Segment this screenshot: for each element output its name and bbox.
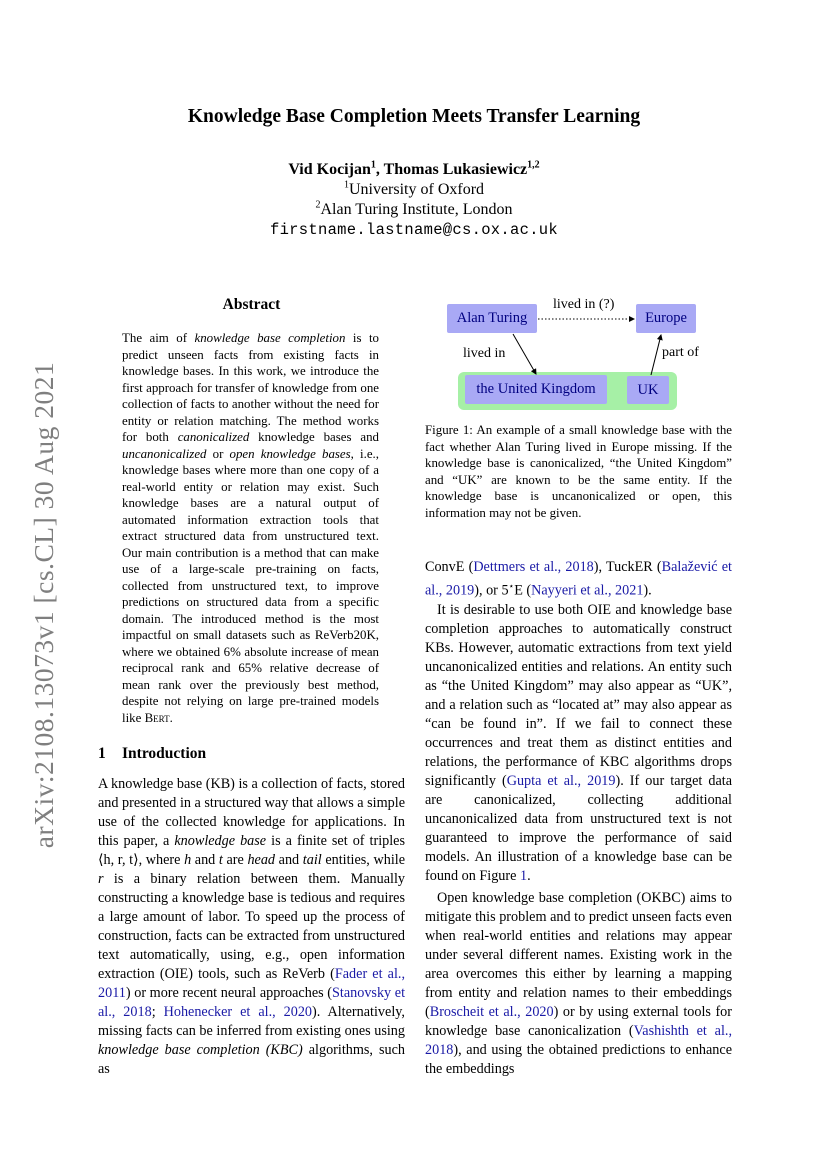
arxiv-id: arXiv:2108.13073v1 [cs.CL] 30 Aug 2021: [28, 361, 59, 849]
author-1-affil: 1: [370, 159, 376, 171]
body-text: It is desirable to use both OIE and knowledge base completion approaches to automatically construct KBs. However, automatic extractions from text yield uncanonicalized entities and relations. An entity such as “the United Kingdom” may also appear as “UK”, and a relation such as “located at” may also appear as “can be found in”. If we fail to connect these occurrences and treat them as distinct entities and relations, the performance of KBC algorithms drops significantly (: [425, 601, 732, 789]
body-text: .: [527, 867, 531, 884]
abstract-emphasis: canonicalized: [177, 430, 250, 444]
body-text: and: [191, 852, 219, 868]
paper-title: Knowledge Base Completion Meets Transfer Learning: [187, 106, 641, 127]
body-emphasis: knowledge base completion (KBC): [98, 1042, 303, 1058]
abstract-emphasis: uncanonicalized: [122, 446, 207, 461]
author-1: Vid Kocijan: [288, 161, 371, 178]
citation-link[interactable]: Hohenecker et al., 2020: [163, 1004, 313, 1020]
math-t: t: [218, 852, 223, 868]
abstract-text: or: [206, 446, 230, 461]
abstract-heading: Abstract: [222, 296, 281, 313]
affiliation-1-text: University of Oxford: [348, 181, 485, 198]
author-block: [0, 160, 828, 240]
body-text: E (: [514, 582, 532, 599]
body-text: entities, while: [321, 852, 405, 868]
body-emphasis: tail: [302, 852, 322, 868]
citation-link[interactable]: Vashishth et al., 2018: [425, 1022, 732, 1058]
star-superscript: ⋆: [508, 581, 515, 591]
body-text: are: [222, 852, 248, 868]
paragraph-continuation: [425, 558, 732, 601]
arxiv-watermark: [20, 360, 68, 850]
node-the-united-kingdom: the United Kingdom: [465, 375, 607, 404]
figure-reference-link[interactable]: 1: [519, 867, 528, 884]
body-text: ) or more recent neural approaches (: [125, 985, 333, 1001]
edge-lived-in: [513, 334, 536, 374]
abstract-text: knowledge bases and: [249, 430, 379, 444]
body-text: ), and using the obtained predictions to enhance the embeddings: [425, 1041, 732, 1077]
label-part-of: part of: [662, 345, 699, 360]
body-text: ;: [151, 1004, 164, 1020]
right-column-body: [425, 558, 732, 1079]
figure-1-caption: Figure 1: An example of a small knowledge base with the fact whether Alan Turing lived in Europe missing. If the knowledge base is canonicalized, “the United Kingdom” and “UK” are known to be the same entity. If the knowledge base is uncanonicalized or open, this information may not be given.: [425, 423, 732, 520]
abstract-text: The aim of: [122, 331, 195, 345]
body-emphasis: knowledge base: [174, 833, 267, 849]
body-text: ) or by using external tools for knowledge base canonicalization (: [425, 1003, 732, 1039]
citation-link[interactable]: Fader et al., 2011: [98, 966, 406, 1001]
abstract-emphasis: knowledge base completion: [194, 331, 346, 345]
citation-link[interactable]: Broscheit et al., 2020: [429, 1003, 554, 1020]
affiliation-1: [0, 180, 828, 200]
citation-link[interactable]: Dettmers et al., 2018: [473, 559, 594, 575]
body-text: ), or 5: [474, 582, 509, 599]
abstract-body: [122, 330, 379, 726]
affiliation-2: [0, 200, 828, 220]
author-email[interactable]: firstname.lastname@cs.ox.ac.uk: [269, 221, 559, 239]
author-2: Thomas Lukasiewicz: [383, 161, 528, 178]
body-text: ). If our target data are canonicalized, collecting additional uncanonicalized data from unstructured text is not guaranteed to improve the performance of said models. An illustration of a knowledge base can be found on Figure: [425, 772, 732, 884]
abstract-text: is to predict unseen facts from existing facts in knowledge bases. In this work, we introduce the first approach for transfer of knowledge from one collection of facts to another without the need for entity or relation matching. The method works for both: [122, 331, 379, 444]
section-heading-introduction: [98, 745, 206, 763]
body-text: ). Alternatively, missing facts can be inferred from existing ones using: [98, 1004, 405, 1039]
citation-link[interactable]: Nayyeri et al., 2021: [531, 582, 644, 599]
node-uk: UK: [627, 376, 669, 404]
author-names: [0, 160, 828, 180]
label-lived-in: lived in: [463, 346, 506, 361]
body-text: Open knowledge base completion (OKBC) aims to mitigate this problem and to predict unseen facts even when real-world entities and relations may appear under several different names. Existing work in the area overcomes this either by learning a mapping from entity and relation names to their embeddings (: [425, 889, 732, 1020]
body-text: A knowledge base (KB) is a collection of facts, stored and presented in a structured way that allows a simple use of the collected knowledge for applications. In this paper, a: [98, 776, 405, 849]
paragraph-okbc: [425, 889, 732, 1079]
edge-part-of: [651, 335, 661, 375]
math-r: r: [98, 871, 104, 887]
section-title: Introduction: [122, 745, 207, 762]
body-emphasis: head: [247, 852, 276, 868]
math-h: h: [184, 852, 192, 868]
author-separator: ,: [375, 161, 384, 178]
citation-link[interactable]: Gupta et al., 2019: [506, 772, 616, 789]
abstract-text: , i.e., knowledge bases where more than one copy of a real-world entity or relation may exist. Such knowledge bases are a natural output of automated information extraction tools that extract structured data from unstructured text. Our main contribution is a method that can make use of a large-scale pre-training on facts, collected from unstructured text, to improve predictions on structured data from a specific domain. The introduced method is the most impactful on small datasets such as ReVerb20K, where we obtained 6% absolute increase of mean reciprocal rank and 65% relative decrease of mean rank over the previously best method, despite not relying on large pre-trained models like: [122, 446, 379, 725]
citation-link[interactable]: Balažević et al., 2019: [425, 559, 732, 599]
section-number: 1: [98, 745, 106, 762]
abstract-emphasis: open knowledge bases: [229, 446, 351, 461]
affiliation-2-text: Alan Turing Institute, London: [320, 201, 513, 218]
body-text: algorithms, such as: [98, 1042, 405, 1077]
introduction-paragraph: [98, 775, 405, 1079]
node-europe: Europe: [636, 304, 696, 333]
affiliation-1-marker: 1: [343, 179, 349, 191]
paragraph-oie: [425, 601, 732, 886]
bert-name: Bert: [144, 710, 170, 725]
body-text: is a finite set of triples ⟨h, r, t⟩, where: [98, 833, 406, 868]
node-alan-turing: Alan Turing: [447, 304, 537, 333]
affiliation-2-marker: 2: [315, 199, 321, 211]
citation-link[interactable]: Stanovsky et al., 2018: [98, 985, 406, 1020]
figure-1-knowledge-base-diagram: [425, 292, 732, 417]
body-text: ), TuckER (: [593, 559, 662, 575]
body-text: is a binary relation between them. Manually constructing a knowledge base is tedious and requires a large amount of labor. To speed up the process of construction, facts can be extracted from unstructured text automatically, using, e.g., open information extraction (OIE) tools, such as ReVerb (: [98, 871, 405, 982]
body-text: ).: [643, 582, 652, 599]
author-2-affil: 1,2: [527, 159, 540, 171]
label-lived-in-question: lived in (?): [553, 297, 615, 312]
body-text: ConvE (: [425, 559, 474, 575]
abstract-text: .: [169, 710, 173, 725]
body-text: and: [275, 852, 303, 868]
